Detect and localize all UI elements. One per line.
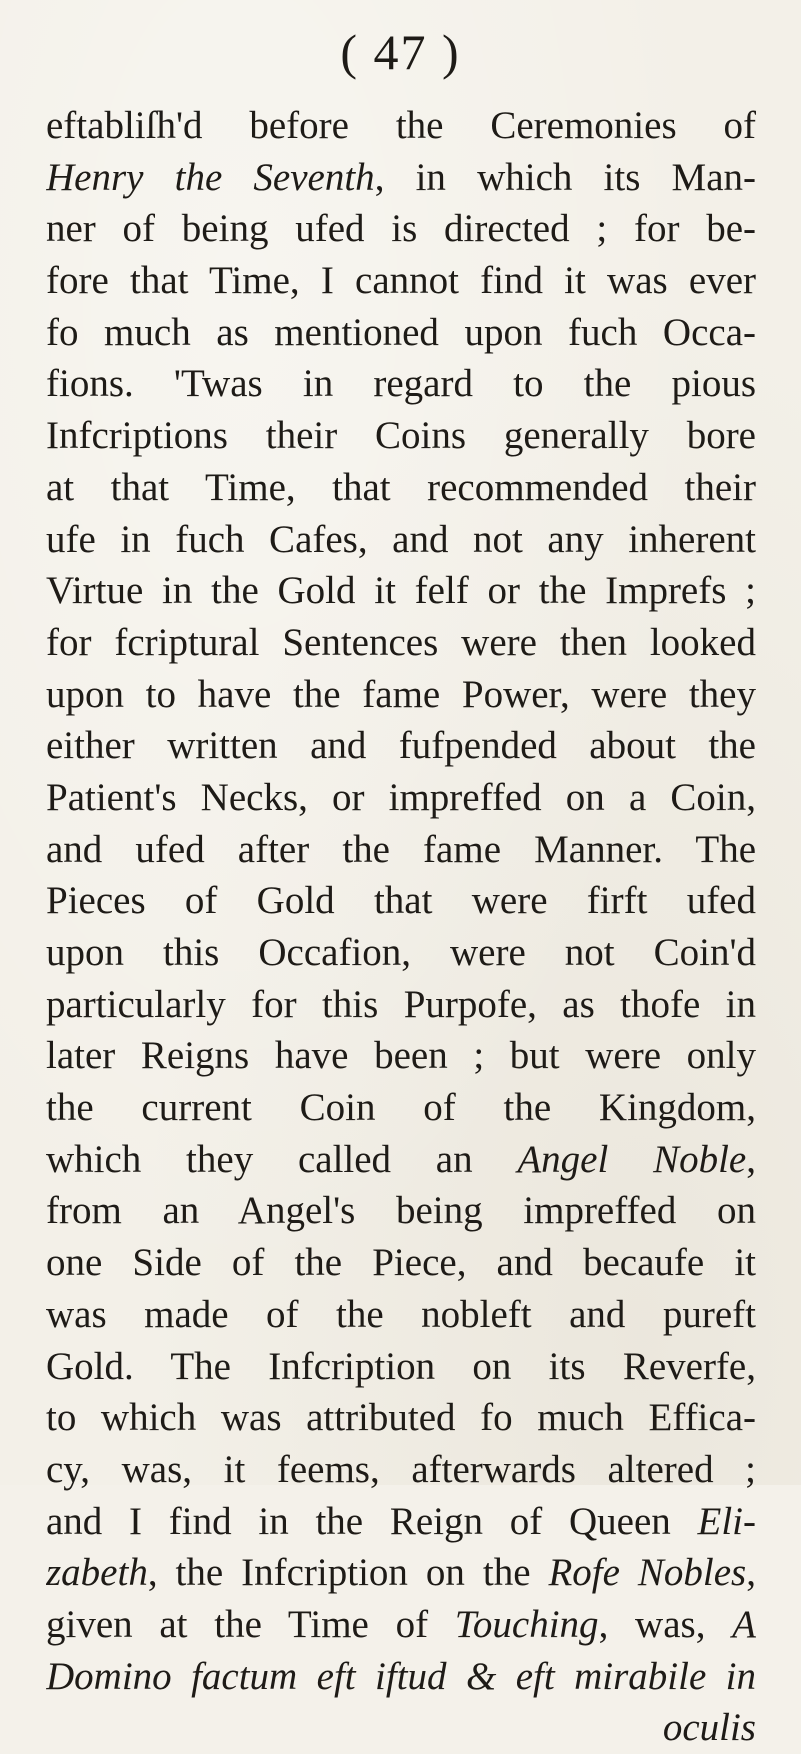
text-line bbox=[46, 1030, 756, 1082]
text-segment: fo much as mentioned upon fuch Occa- bbox=[46, 310, 756, 354]
text-line bbox=[46, 927, 756, 979]
text-line bbox=[46, 462, 756, 514]
text-segment: , was, bbox=[598, 1602, 733, 1646]
text-line bbox=[46, 1547, 756, 1599]
text-line bbox=[46, 1496, 756, 1548]
text-line bbox=[46, 410, 756, 462]
text-segment: fions. 'Twas in regard to the pious bbox=[46, 362, 756, 406]
text-segment: the current Coin of the Kingdom, bbox=[46, 1086, 756, 1130]
text-line bbox=[46, 100, 756, 152]
text-segment: and ufed after the fame Manner. The bbox=[46, 827, 756, 871]
text-segment: upon to have the fame Power, were they bbox=[46, 672, 756, 716]
text-segment: ufe in fuch Cafes, and not any inherent bbox=[46, 517, 756, 561]
text-line bbox=[46, 1599, 756, 1651]
text-segment: , the Infcription on the bbox=[147, 1551, 549, 1595]
text-segment: , in which its Man- bbox=[374, 155, 756, 199]
italic-text: Henry the Seventh bbox=[46, 155, 375, 199]
page-number: ( 47 ) bbox=[340, 24, 461, 80]
italic-text: zabeth bbox=[46, 1551, 148, 1595]
italic-text: Eli- bbox=[697, 1499, 756, 1543]
text-segment: either written and fufpended about the bbox=[46, 724, 756, 768]
text-line bbox=[46, 1289, 756, 1341]
text-segment: and I find in the Reign of Queen bbox=[46, 1499, 698, 1543]
text-segment: , bbox=[746, 1137, 756, 1181]
text-segment: Gold. The Infcription on its Reverfe, bbox=[46, 1344, 756, 1388]
text-line bbox=[46, 203, 756, 255]
text-line bbox=[46, 979, 756, 1031]
italic-text: A bbox=[732, 1602, 756, 1646]
text-segment: from an Angel's being impreffed on bbox=[46, 1189, 756, 1233]
text-segment: one Side of the Piece, and becaufe it bbox=[46, 1241, 756, 1285]
text-segment: was made of the nobleft and pureft bbox=[46, 1292, 756, 1336]
text-segment: particularly for this Purpofe, as thofe in bbox=[46, 982, 756, 1026]
text-segment: later Reigns have been ; but were only bbox=[46, 1034, 756, 1078]
text-line bbox=[46, 1392, 756, 1444]
text-line bbox=[46, 565, 756, 617]
italic-text: Angel Noble bbox=[517, 1137, 747, 1181]
text-segment: Virtue in the Gold it felf or the Imprefs ; bbox=[46, 569, 756, 613]
text-segment: Patient's Necks, or impreffed on a Coin, bbox=[46, 775, 756, 819]
text-line bbox=[46, 514, 756, 566]
text-line bbox=[46, 255, 756, 307]
text-line bbox=[46, 307, 756, 359]
text-segment: upon this Occafion, were not Coin'd bbox=[46, 931, 756, 974]
text-segment: fore that Time, I cannot find it was ever bbox=[46, 259, 756, 303]
text-segment: Pieces of Gold that were firft ufed bbox=[46, 879, 756, 923]
text-line bbox=[46, 1134, 756, 1186]
text-line bbox=[46, 1444, 756, 1496]
text-line bbox=[46, 1341, 756, 1393]
text-segment: to which was attributed fo much Effica- bbox=[46, 1396, 756, 1440]
text-line bbox=[46, 1651, 756, 1703]
text-segment: eftabliſh'd before the Ceremonies of bbox=[46, 104, 756, 147]
italic-text: Rofe Nobles bbox=[548, 1551, 747, 1595]
text-segment: , bbox=[746, 1551, 756, 1595]
text-line bbox=[46, 1082, 756, 1134]
text-line bbox=[46, 669, 756, 721]
italic-text: Domino factum eft iftud & eft mirabile in bbox=[46, 1654, 756, 1698]
text-segment: cy, was, it feems, afterwards altered ; bbox=[46, 1447, 756, 1491]
text-line bbox=[46, 1185, 756, 1237]
text-line bbox=[46, 617, 756, 669]
text-segment: at that Time, that recommended their bbox=[46, 465, 756, 509]
text-line bbox=[46, 875, 756, 927]
italic-text: Touching bbox=[454, 1602, 599, 1646]
text-segment: which they called an bbox=[46, 1137, 518, 1181]
text-line bbox=[46, 1702, 756, 1754]
italic-text: oculis bbox=[662, 1706, 756, 1750]
text-segment: for fcriptural Sentences were then looked bbox=[46, 620, 756, 664]
text-segment: given at the Time of bbox=[46, 1602, 455, 1646]
text-segment: Infcriptions their Coins generally bore bbox=[46, 414, 756, 458]
text-line bbox=[46, 152, 756, 204]
text-line bbox=[46, 358, 756, 410]
text-line bbox=[46, 1237, 756, 1289]
text-line bbox=[46, 824, 756, 876]
text-line bbox=[46, 772, 756, 824]
body-text bbox=[46, 100, 756, 1754]
text-segment: ner of being ufed is directed ; for be- bbox=[46, 207, 756, 251]
text-line bbox=[46, 720, 756, 772]
